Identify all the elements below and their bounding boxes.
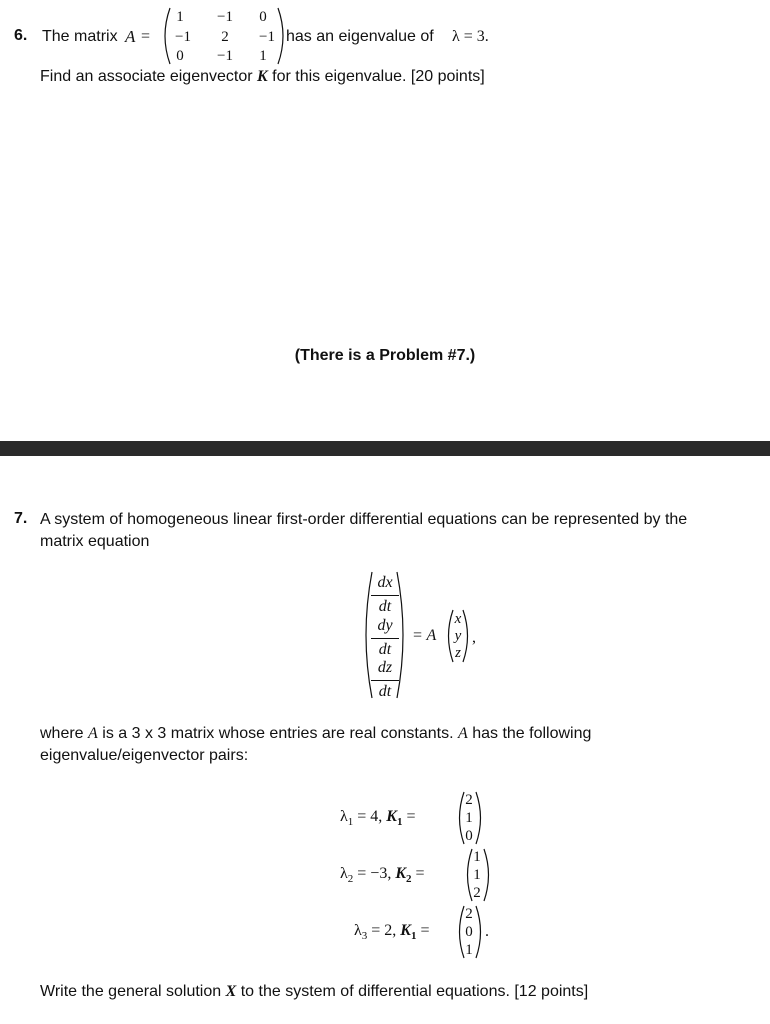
lambda-symbol: λ: [340, 808, 348, 825]
lambda-value: = 4,: [353, 808, 387, 825]
eigenvector-subscript: 2: [405, 873, 412, 886]
problem-7-line-1: A system of homogeneous linear first-order differential equations can be represented by the: [40, 511, 688, 528]
matrix-variable: A: [125, 27, 136, 46]
problem-7-line-2: matrix equation: [40, 533, 150, 550]
fraction-bar: [371, 595, 399, 596]
solution-variable: X: [225, 983, 237, 1000]
vector-entry: 1: [465, 942, 473, 958]
fraction-bar: [371, 638, 399, 639]
final-text-a: Write the general solution: [40, 983, 226, 1000]
matrix-cell: 0: [259, 9, 267, 25]
pair-label: [340, 864, 425, 889]
equation-comma: ,: [472, 629, 476, 646]
problem-7-number: 7.: [14, 510, 28, 527]
lambda-value: = 2,: [367, 922, 401, 939]
problem-6-line-2: [40, 67, 485, 87]
eigenvector-symbol: K: [400, 922, 411, 939]
lambda-subscript: 3: [361, 930, 368, 943]
problem-6-text-after: has an eigenvalue of: [286, 28, 434, 45]
vector-entry: 1: [473, 867, 481, 883]
eigenvector-subscript: 1: [410, 930, 417, 943]
matrix-cell: 0: [176, 48, 184, 64]
vector-entry: 1: [473, 849, 481, 865]
problem-7-note: (There is a Problem #7.): [294, 347, 476, 364]
where-text-a: where: [40, 725, 89, 742]
eigenvalue-expression: λ = 3.: [452, 28, 489, 45]
equals-sign: =: [141, 28, 151, 45]
pair-equals: =: [402, 808, 416, 825]
matrix-cell: 1: [259, 48, 267, 64]
deriv-denominator: dt: [378, 598, 392, 615]
pair-equals: =: [411, 865, 425, 882]
vector-entry: 2: [465, 906, 473, 922]
line2-text-a: Find an associate eigenvector: [40, 68, 258, 85]
eigenvector-variable: K: [257, 68, 268, 85]
lambda-value: = −3,: [353, 865, 396, 882]
matrix-cell: −1: [175, 29, 191, 45]
deriv-numerator: dx: [377, 574, 393, 591]
equation-rhs: = A: [412, 627, 437, 644]
where-line-2: eigenvalue/eigenvector pairs:: [40, 747, 249, 764]
deriv-numerator: dz: [377, 659, 393, 676]
vector-entry: 0: [465, 924, 473, 940]
vector-entry: 0: [465, 828, 473, 844]
vector-entry: 2: [465, 792, 473, 808]
state-var: x: [454, 611, 462, 627]
deriv-denominator: dt: [378, 641, 392, 658]
matrix-cell: −1: [259, 29, 275, 45]
state-var: z: [455, 645, 461, 661]
line2-text-b: for this eigenvalue. [20 points]: [267, 68, 485, 85]
pair-label: [354, 921, 430, 946]
final-instruction: [40, 982, 588, 1002]
eigenvector-symbol: K: [386, 808, 397, 825]
lambda-symbol: λ: [340, 865, 348, 882]
lambda-subscript: 1: [347, 816, 354, 829]
lambda-symbol: λ: [354, 922, 362, 939]
where-line-1: [40, 724, 591, 744]
eigenvector-symbol: K: [395, 865, 406, 882]
fraction-bar: [371, 680, 399, 681]
deriv-numerator: dy: [377, 617, 393, 634]
eigenvector-subscript: 1: [396, 816, 403, 829]
pair-label: [340, 807, 416, 832]
pair-equals: =: [416, 922, 430, 939]
matrix-cell: 1: [176, 9, 184, 25]
state-var: y: [454, 628, 462, 644]
pair-end-period: .: [485, 923, 489, 940]
matrix-cell: 2: [221, 29, 229, 45]
problem-6-text-before: The matrix: [42, 28, 118, 45]
problem-6-number: 6.: [14, 27, 28, 44]
vector-entry: 1: [465, 810, 473, 826]
where-text-b: is a 3 x 3 matrix whose entries are real constants.: [97, 725, 458, 742]
lambda-subscript: 2: [347, 873, 354, 886]
page-divider: [0, 441, 770, 456]
where-var: A: [88, 725, 98, 742]
matrix-cell: −1: [217, 9, 233, 25]
matrix-cell: −1: [217, 48, 233, 64]
vector-entry: 2: [473, 885, 481, 901]
where-text-c: has the following: [467, 725, 592, 742]
deriv-denominator: dt: [378, 683, 392, 700]
final-text-b: to the system of differential equations. [12 points]: [236, 983, 589, 1000]
where-var-2: A: [457, 725, 468, 742]
